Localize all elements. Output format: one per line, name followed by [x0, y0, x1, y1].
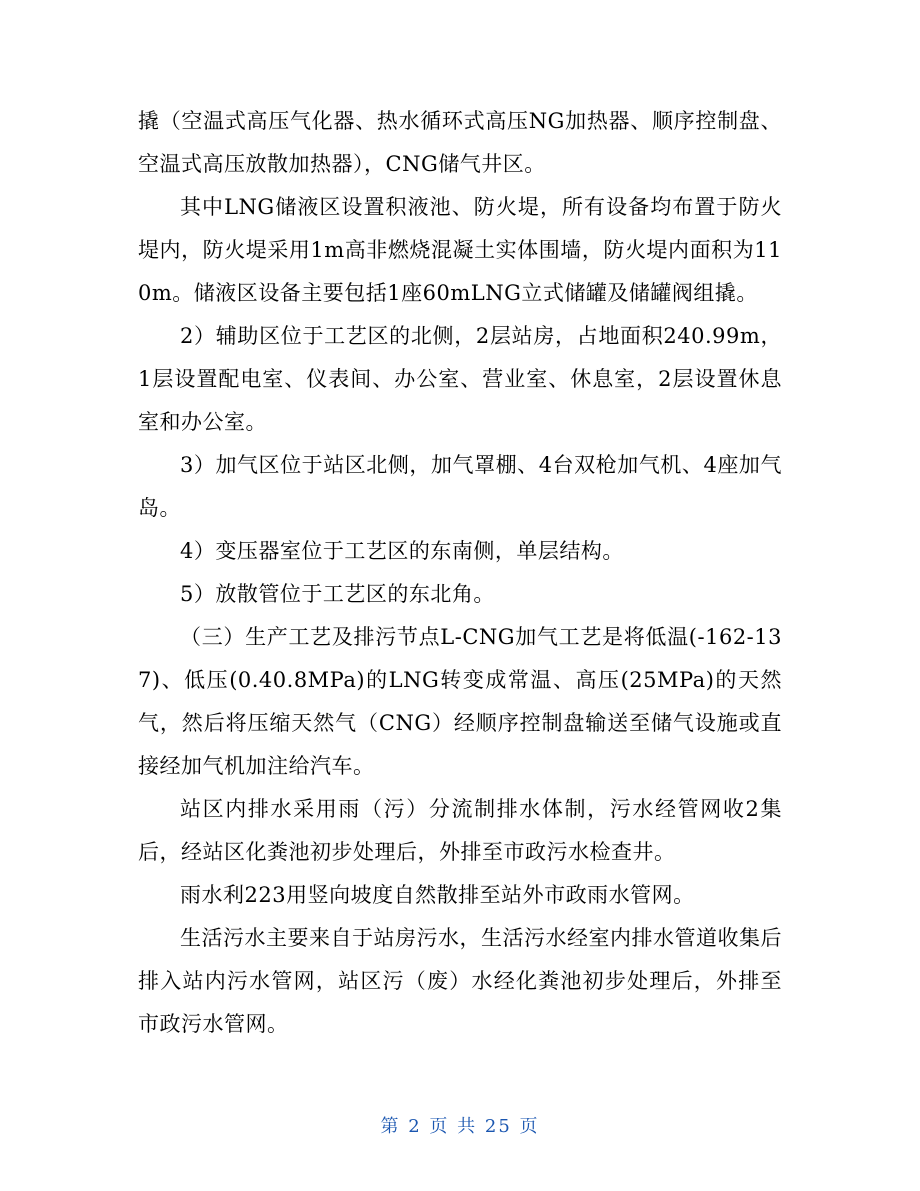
footer-middle: 页 共 [429, 1116, 478, 1137]
paragraph-6: 5）放散管位于工艺区的东北角。 [180, 582, 495, 606]
paragraph-10: 生活污水主要来自于站房污水，生活污水经室内排水管道收集后排入站内污水管网，站区污（废）水经化粪池初步处理后，外排至市政污水管网。 [138, 926, 782, 1036]
footer-total-pages: 25 [484, 1116, 512, 1137]
paragraph-2: 其中LNG储液区设置积液池、防火堤，所有设备均布置于防火堤内，防火堤采用1m高非燃烧混凝土实体围墙，防火堤内面积为110m。储液区设备主要包括1座60mLNG立式储罐及储罐阀组撬。 [138, 195, 782, 305]
paragraph-1: 撬（空温式高压气化器、热水循环式高压NG加热器、顺序控制盘、空温式高压放散加热器），CNG储气井区。 [138, 109, 782, 176]
footer-suffix: 页 [519, 1116, 540, 1137]
paragraph-4: 3）加气区位于站区北侧，加气罩棚、4台双枪加气机、4座加气岛。 [138, 453, 782, 520]
paragraph-3: 2）辅助区位于工艺区的北侧，2层站房，占地面积240.99m，1层设置配电室、仪表间、办公室、营业室、休息室，2层设置休息室和办公室。 [138, 324, 782, 434]
paragraph-7: （三）生产工艺及排污节点L-CNG加气工艺是将低温(-162-137)、低压(0.40.8MPa)的LNG转变成常温、高压(25MPa)的天然气，然后将压缩天然气（CNG）经顺序控制盘输送至储气设施或直接经加气机加注给汽车。 [138, 625, 782, 778]
paragraph-8: 站区内排水采用雨（污）分流制排水体制，污水经管网收2集后，经站区化粪池初步处理后，外排至市政污水检查井。 [138, 797, 782, 864]
footer-prefix: 第 [380, 1116, 401, 1137]
page-footer [0, 1112, 920, 1138]
paragraph-9: 雨水利223用竖向坡度自然散排至站外市政雨水管网。 [180, 883, 695, 907]
footer-page-number: 2 [408, 1116, 422, 1137]
paragraph-5: 4）变压器室位于工艺区的东南侧，单层结构。 [180, 539, 624, 563]
document-body [138, 100, 782, 1046]
